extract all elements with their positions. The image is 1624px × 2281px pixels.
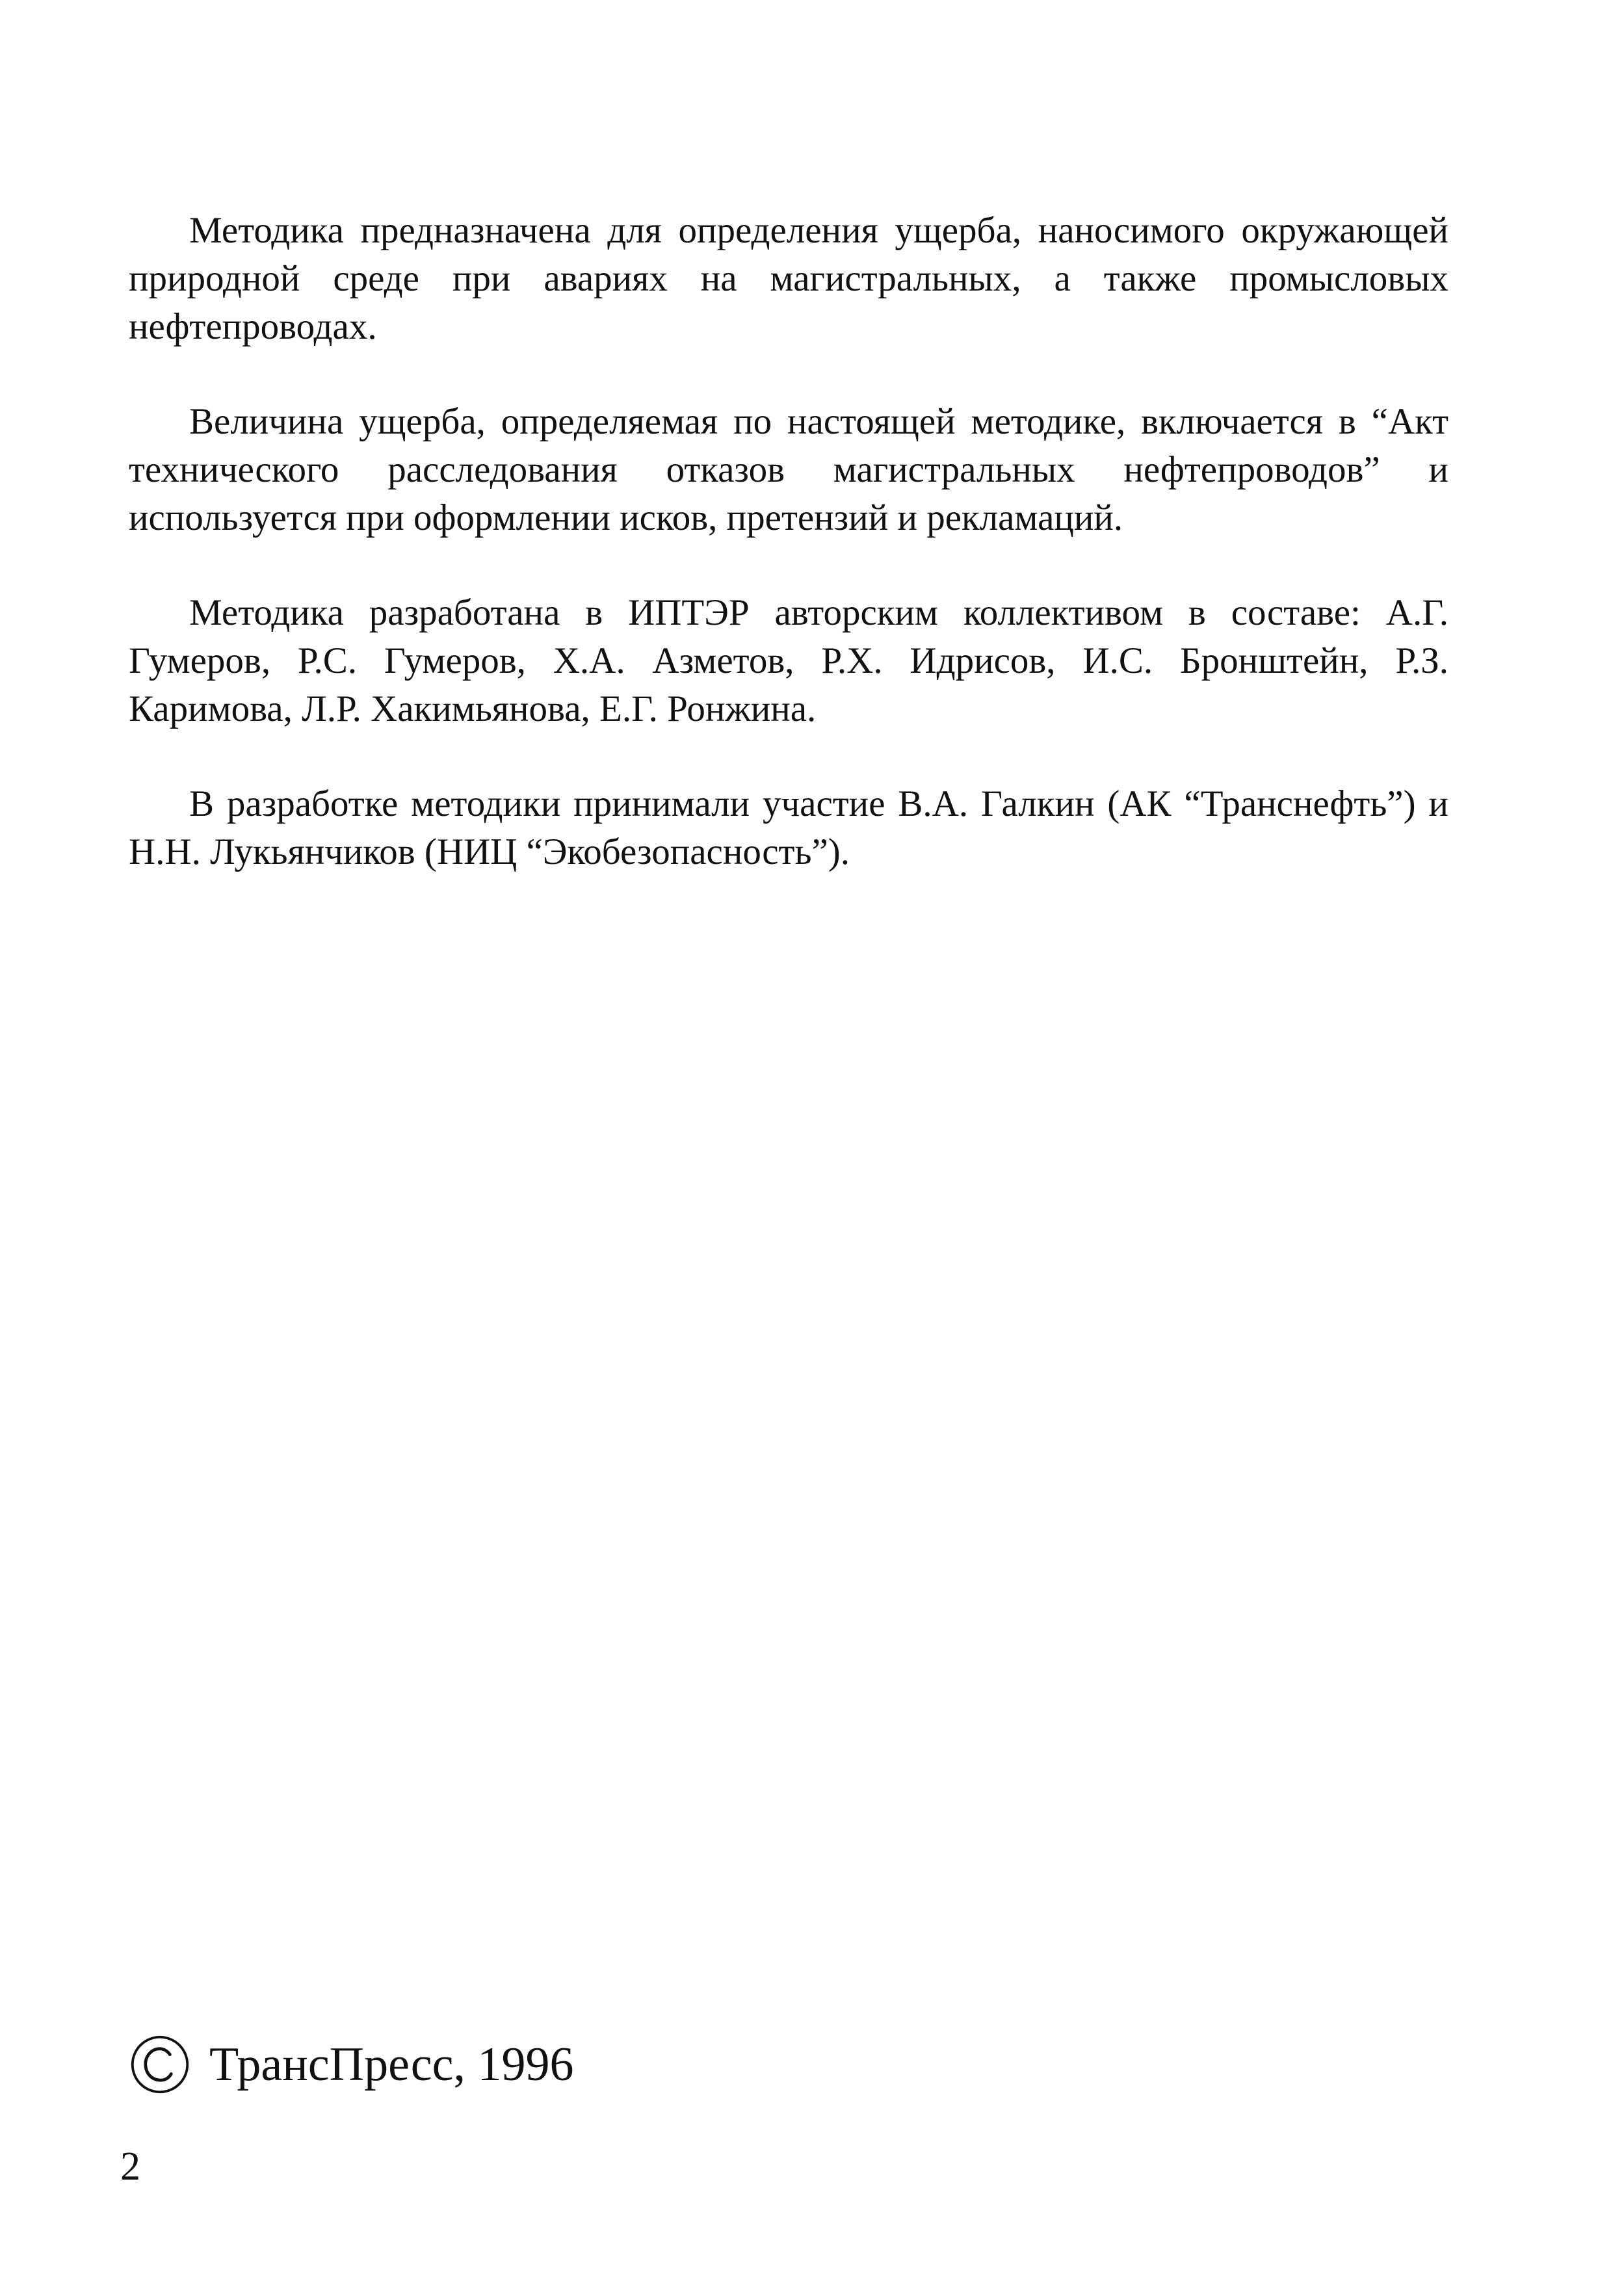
copyright-icon (129, 2033, 191, 2096)
paragraph-authors: Методика разработана в ИПТЭР авторским коллективом в составе: А.Г. Гумеров, Р.С. Гумеров, Х.А. Азметов, Р.Х. Идрисов, И.С. Бронштейн, Р.З. Каримова, Л.Р. Хакимьянова, Е.Г. Ронжина. (129, 592, 1448, 729)
page-number: 2 (120, 2144, 140, 2189)
paragraph-purpose: Методика предназначена для определения ущерба, наносимого окружающей природной среде при авариях на магистральных, а также промысловых нефтепроводах. (129, 210, 1448, 347)
body-text (129, 207, 1448, 923)
copyright-line (129, 2033, 574, 2096)
copyright-text: ТрансПресс, 1996 (209, 2038, 574, 2091)
paragraph-damage-value: Величина ущерба, определяемая по настоящей методике, включается в “Акт технического расследования отказов магистральных нефтепроводов” и используется при оформлении исков, претензий и рекламаций. (129, 401, 1448, 538)
paragraph-participants: В разработке методики принимали участие В.А. Галкин (АК “Транснефть”) и Н.Н. Лукьянчиков (НИЦ “Экобезопасность”). (129, 783, 1448, 872)
